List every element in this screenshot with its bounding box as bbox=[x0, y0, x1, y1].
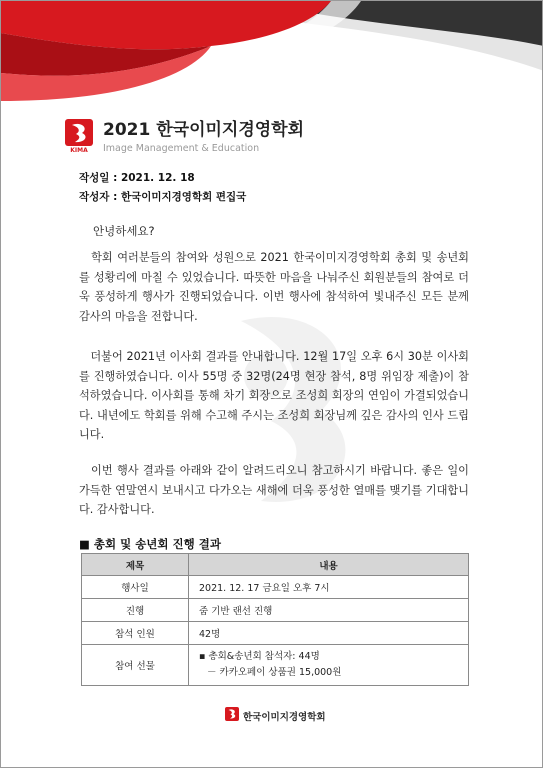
gift-line-attendees: ▪ 총회&송년회 참석자: 44명 bbox=[199, 651, 320, 662]
row-label-progress: 진행 bbox=[82, 599, 189, 622]
logo-text: KIMA bbox=[70, 147, 88, 153]
results-table bbox=[81, 553, 469, 686]
header-title: 제목 bbox=[82, 554, 189, 576]
table-header-row bbox=[82, 554, 469, 576]
written-date: 작성일 : 2021. 12. 18 bbox=[79, 172, 195, 184]
written-by: 작성자 : 한국이미지경영학회 편집국 bbox=[79, 191, 247, 203]
table-row bbox=[82, 645, 469, 686]
brand-text bbox=[103, 119, 304, 154]
table-row bbox=[82, 599, 469, 622]
section-title: ■ 총회 및 송년회 진행 결과 bbox=[79, 537, 221, 551]
greeting: 안녕하세요? bbox=[93, 224, 155, 238]
table-row bbox=[82, 576, 469, 599]
row-label-date: 행사일 bbox=[82, 576, 189, 599]
row-value-progress: 줌 기반 랜선 진행 bbox=[189, 599, 469, 622]
brand-header bbox=[65, 119, 304, 154]
paragraph-closing: 이번 행사 결과를 아래와 같이 알려드리오니 참고하시기 바랍니다. 좋은 일이 가득한 연말연시 보내시고 다가오는 새해에 더욱 풍성한 열매를 맺기를 기대합니다. 감사합니다. bbox=[79, 464, 469, 516]
gift-line-voucher: － 카카오페이 상품권 15,000원 bbox=[207, 667, 342, 678]
brand-subtitle: Image Management & Education bbox=[103, 143, 260, 154]
paragraph-board-meeting: 더불어 2021년 이사회 결과를 안내합니다. 12월 17일 오후 6시 30분 이사회를 진행하였습니다. 이사 55명 중 32명(24명 현장 참석, 8명 위임장 제출)이 참석하였습니다. 이사회를 통해 차기 회장으로 조성희 회장의 연임이 가결되었습니다. 내년에도 학회를 위해 수고해 주시는 조성희 회장님께 깊은 감사의 인사 드립니다. bbox=[79, 350, 469, 441]
paragraph-thanks: 학회 여러분들의 참여와 성원으로 2021 한국이미지경영학회 총회 및 송년회를 성황리에 마칠 수 있었습니다. 따뜻한 마음을 나눠주신 회원분들의 참여로 더욱 풍성하게 행사가 진행되었습니다. 이번 행사에 참석하여 빛내주신 모든 분께 감사의 마음을 전합니다. bbox=[79, 251, 469, 323]
row-value-date: 2021. 12. 17 금요일 오후 7시 bbox=[189, 576, 469, 599]
header-content: 내용 bbox=[189, 554, 469, 576]
brand-title: 2021 한국이미지경영학회 bbox=[103, 120, 305, 140]
row-label-attendance: 참석 인원 bbox=[82, 622, 189, 645]
row-label-gift: 참여 선물 bbox=[82, 645, 189, 686]
footer-text: 한국이미지경영학회 bbox=[243, 711, 326, 723]
header-decoration bbox=[1, 1, 543, 111]
footer-brand bbox=[225, 707, 326, 724]
footer-logo-icon bbox=[225, 707, 239, 724]
row-value-gift bbox=[189, 645, 469, 686]
row-value-attendance: 42명 bbox=[189, 622, 469, 645]
table-row bbox=[82, 622, 469, 645]
kima-logo-icon bbox=[65, 119, 93, 153]
